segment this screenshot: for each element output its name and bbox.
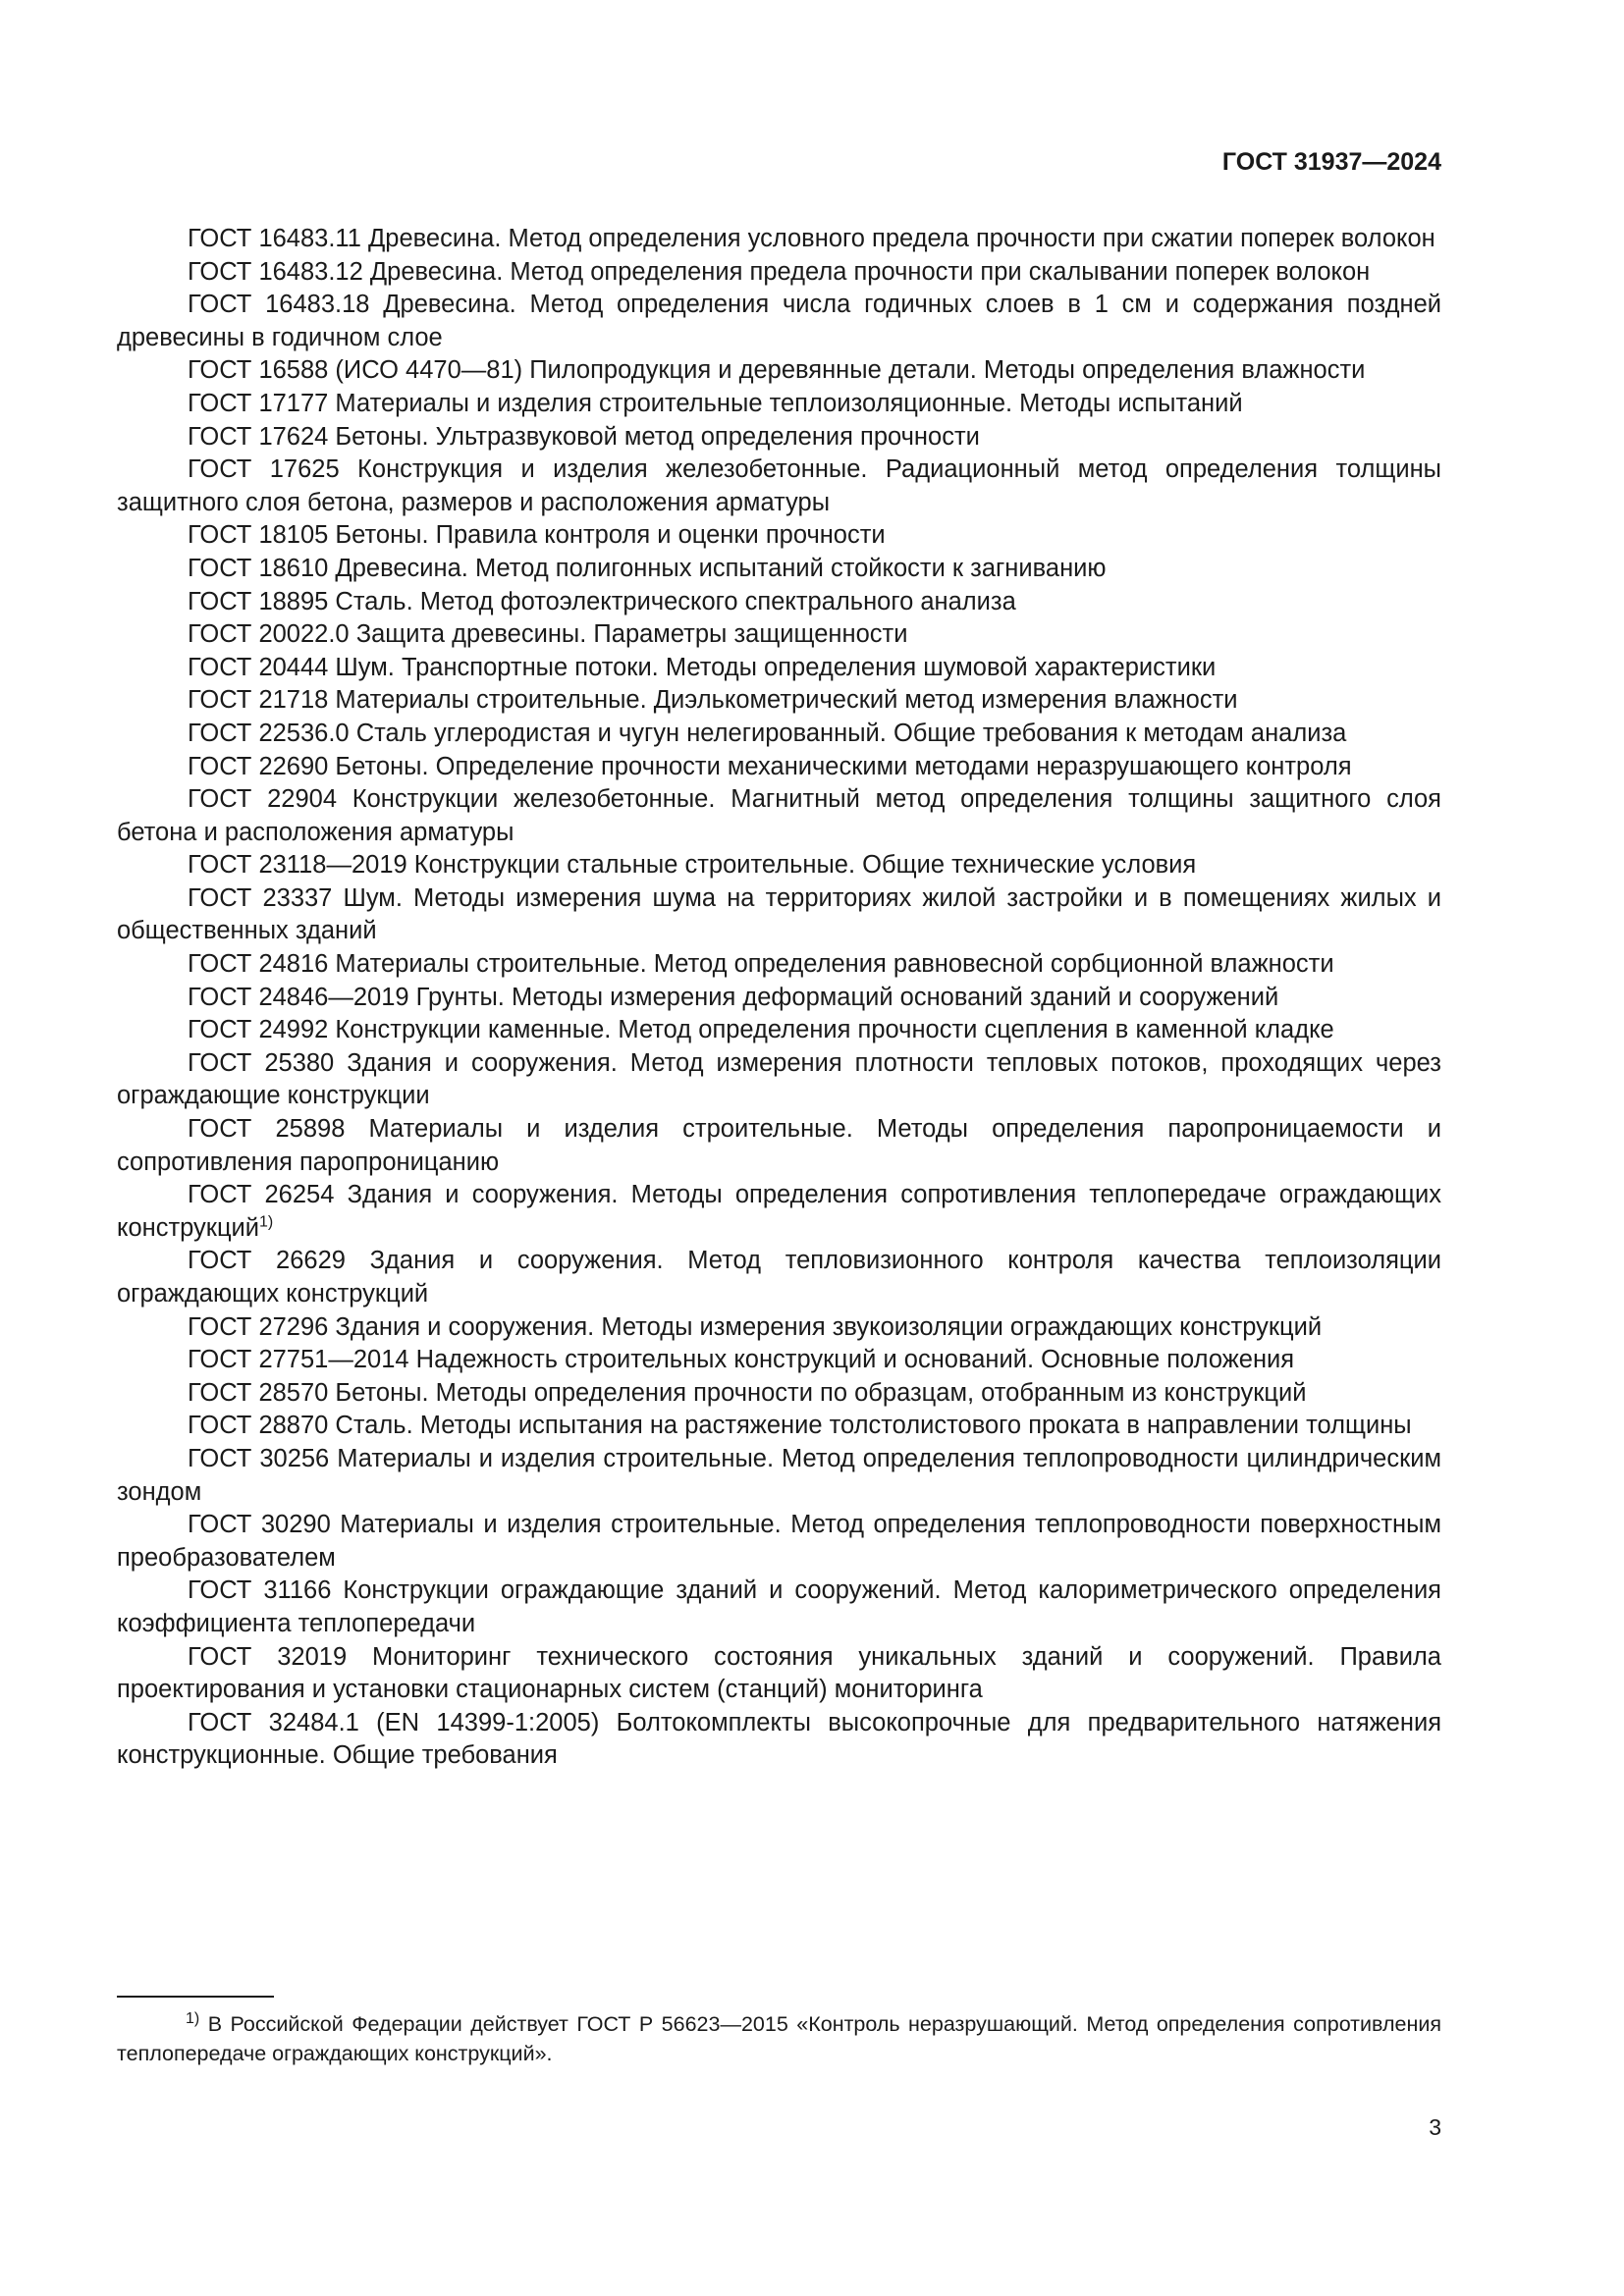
reference-text: ГОСТ 32019 Мониторинг технического состояния уникальных зданий и сооружений. Правила проектирования и установки стационарных систем (станций) мониторинга [117,1642,1441,1704]
reference-item [117,421,1441,454]
reference-text: ГОСТ 26629 Здания и сооружения. Метод тепловизионного контроля качества теплоизоляции ограждающих конструкций [117,1247,1441,1308]
reference-text: ГОСТ 24816 Материалы строительные. Метод определения равновесной сорбционной влажности [188,950,1334,979]
reference-item [117,849,1441,882]
reference-text: ГОСТ 24992 Конструкции каменные. Метод определения прочности сцепления в каменной кладке [188,1016,1334,1044]
reference-text: ГОСТ 22536.0 Сталь углеродистая и чугун нелегированный. Общие требования к методам анализа [188,719,1347,747]
reference-item [117,519,1441,553]
footnote-reference-marker[interactable]: 1) [259,1213,274,1231]
reference-item [117,1113,1441,1179]
reference-item [117,388,1441,421]
reference-text: ГОСТ 31166 Конструкции ограждающие зданий и сооружений. Метод калориметрического определения коэффициента теплопередачи [117,1576,1441,1637]
reference-item [117,783,1441,849]
reference-text: ГОСТ 21718 Материалы строительные. Диэлькометрический метод измерения влажности [188,686,1238,715]
reference-item [117,618,1441,652]
reference-item [117,1311,1441,1345]
reference-item [117,684,1441,718]
reference-item [117,882,1441,948]
reference-text: ГОСТ 28570 Бетоны. Методы определения прочности по образцам, отобранным из конструкций [188,1378,1307,1407]
reference-text: ГОСТ 18895 Сталь. Метод фотоэлектрического спектрального анализа [188,587,1016,615]
reference-item [117,1707,1441,1773]
reference-text: ГОСТ 22904 Конструкции железобетонные. Магнитный метод определения толщины защитного слоя бетона и расположения арматуры [117,785,1441,846]
reference-item [117,982,1441,1015]
footnote-separator [117,1996,274,1998]
reference-text: ГОСТ 28870 Сталь. Методы испытания на растяжение толстолистового проката в направлении толщины [188,1412,1412,1440]
reference-text: ГОСТ 26254 Здания и сооружения. Методы определения сопротивления теплопередаче ограждающих конструкций [117,1181,1441,1242]
document-code-header: ГОСТ 31937—2024 [1221,148,1441,176]
reference-item [117,1014,1441,1047]
reference-text: ГОСТ 16483.12 Древесина. Метод определения предела прочности при скалывании поперек волокон [188,257,1371,286]
reference-item [117,948,1441,982]
reference-text: ГОСТ 17624 Бетоны. Ультразвуковой метод определения прочности [188,422,980,451]
reference-item [117,454,1441,519]
reference-text: ГОСТ 25380 Здания и сооружения. Метод измерения плотности тепловых потоков, проходящих через ограждающие конструкции [117,1048,1441,1110]
page-number: 3 [1429,2114,1441,2140]
reference-item [117,652,1441,685]
reference-item [117,586,1441,619]
reference-item [117,1410,1441,1443]
reference-item [117,256,1441,290]
reference-item [117,751,1441,784]
reference-item [117,1641,1441,1707]
reference-item [117,1047,1441,1113]
reference-item [117,354,1441,388]
reference-text: ГОСТ 22690 Бетоны. Определение прочности механическими методами неразрушающего контроля [188,752,1352,780]
reference-text: ГОСТ 25898 Материалы и изделия строительные. Методы определения паропроницаемости и сопротивления паропроницанию [117,1115,1441,1176]
reference-item [117,718,1441,751]
reference-item [117,1344,1441,1377]
reference-text: ГОСТ 16483.18 Древесина. Метод определения числа годичных слоев в 1 см и содержания поздней древесины в годичном слое [117,291,1441,351]
reference-text: ГОСТ 20022.0 Защита древесины. Параметры защищенности [188,620,908,649]
reference-text: ГОСТ 27751—2014 Надежность строительных конструкций и оснований. Основные положения [188,1346,1295,1374]
normative-references-list [117,223,1441,1773]
reference-text: ГОСТ 27296 Здания и сооружения. Методы измерения звукоизоляции ограждающих конструкций [188,1312,1323,1341]
reference-item [117,289,1441,354]
reference-item [117,223,1441,256]
reference-text: ГОСТ 23118—2019 Конструкции стальные строительные. Общие технические условия [188,851,1197,880]
reference-item [117,1509,1441,1575]
footnote [117,2009,1441,2068]
reference-item [117,1179,1441,1245]
reference-text: ГОСТ 16588 (ИСО 4470—81) Пилопродукция и деревянные детали. Методы определения влажности [188,356,1366,385]
reference-item [117,1245,1441,1310]
reference-text: ГОСТ 18105 Бетоны. Правила контроля и оценки прочности [188,521,886,550]
reference-text: ГОСТ 30256 Материалы и изделия строительные. Метод определения теплопроводности цилиндрическим зондом [117,1444,1441,1506]
reference-item [117,553,1441,586]
reference-text: ГОСТ 24846—2019 Грунты. Методы измерения деформаций оснований зданий и сооружений [188,983,1279,1011]
footnote-marker: 1) [186,2009,200,2027]
reference-text: ГОСТ 16483.11 Древесина. Метод определения условного предела прочности при сжатии поперек волокон [188,225,1435,252]
reference-item [117,1443,1441,1509]
reference-text: ГОСТ 17177 Материалы и изделия строительные теплоизоляционные. Методы испытаний [188,389,1243,417]
reference-text: ГОСТ 17625 Конструкция и изделия железобетонные. Радиационный метод определения толщины защитного слоя бетона, размеров и расположения арматуры [117,455,1441,516]
footnote-text: В Российской Федерации действует ГОСТ Р 56623—2015 «Контроль неразрушающий. Метод определения сопротивления теплопередаче ограждающих конструкций». [117,2012,1441,2065]
reference-text: ГОСТ 32484.1 (EN 14399-1:2005) Болтокомплекты высокопрочные для предварительного натяжения конструкционные. Общие требования [117,1708,1441,1770]
reference-text: ГОСТ 30290 Материалы и изделия строительные. Метод определения теплопроводности поверхностным преобразователем [117,1511,1441,1572]
reference-item [117,1377,1441,1411]
reference-text: ГОСТ 20444 Шум. Транспортные потоки. Методы определения шумовой характеристики [188,653,1217,681]
reference-text: ГОСТ 23337 Шум. Методы измерения шума на территориях жилой застройки и в помещениях жилых и общественных зданий [117,883,1441,945]
reference-item [117,1575,1441,1640]
reference-text: ГОСТ 18610 Древесина. Метод полигонных испытаний стойкости к загниванию [188,554,1107,582]
